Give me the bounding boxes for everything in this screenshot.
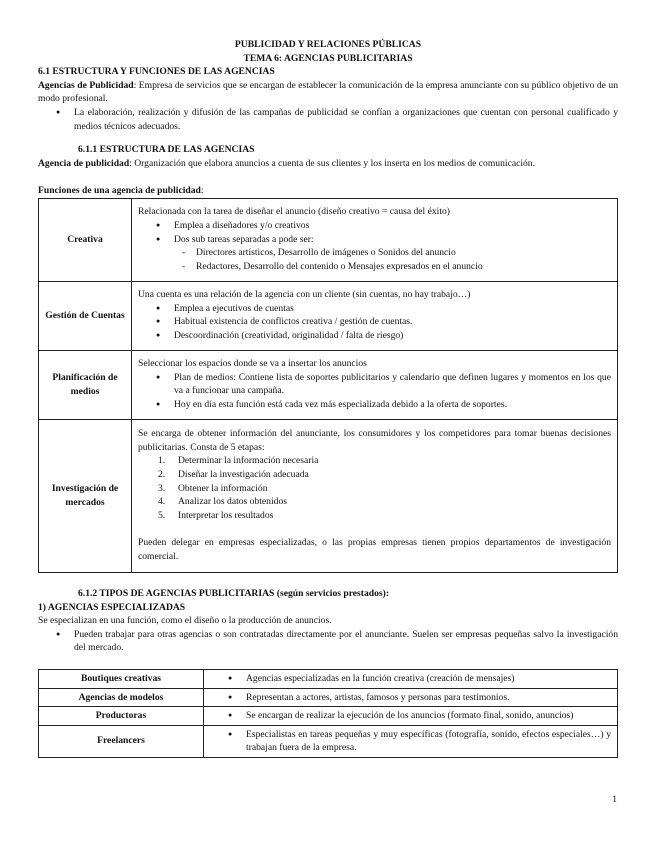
def-text: : Organización que elabora anuncios a cuenta de sus clientes y los inserta en los medios de comunicación. xyxy=(129,157,535,169)
type-label: Agencias de modelos xyxy=(39,688,204,707)
functions-heading xyxy=(38,184,618,198)
list-item: ● Plan de medios: Contiene lista de soportes publicitarios y calendario que definen lugares y momentos en los que va a funcionar una campaña. xyxy=(174,371,611,398)
step-text: Obtener la información xyxy=(178,482,268,494)
definition-term: Agencias de Publicidad xyxy=(38,79,134,91)
type-label: Freelancers xyxy=(39,725,204,757)
table-row xyxy=(39,725,618,757)
type-content xyxy=(204,669,618,688)
topic-title: TEMA 6: AGENCIAS PUBLICITARIAS xyxy=(243,52,413,64)
list-item: ● Especialistas en tareas pequeñas y muy específicas (fotografía, sonido, efectos especiales…) y trabajan fuera de la empresa. xyxy=(246,728,611,755)
step-number: 3. xyxy=(158,482,166,494)
cuentas-intro: Una cuenta es una relación de la agencia con un cliente (sin cuentas, no hay trabajo…) xyxy=(138,289,471,301)
subject-title: PUBLICIDAD Y RELACIONES PÚBLICAS xyxy=(234,39,422,50)
agencias-bullets xyxy=(38,106,618,133)
table-row xyxy=(39,198,618,281)
investigacion-outro: Pueden delegar en empresas especializadas, o las propias empresas tienen propios departamentos de investigación comercial. xyxy=(138,537,611,563)
especializadas-text: Se especializan en una función, como el diseño o la producción de anuncios. xyxy=(38,615,332,627)
type-label: Boutiques creativas xyxy=(39,669,204,688)
creativa-intro: Relacionada con la tarea de diseñar el anuncio (diseño creativo = causa del éxito) xyxy=(138,206,451,218)
list-item xyxy=(138,468,611,482)
type-content xyxy=(204,725,618,757)
type-content xyxy=(204,688,618,707)
especializadas-bullets xyxy=(38,628,618,655)
agencia-definition xyxy=(38,157,618,171)
list-item: ● Representan a actores, artistas, famosos y personas para testimonios. xyxy=(246,691,611,705)
agency-types-table xyxy=(38,669,618,758)
step-text: Interpretar los resultados xyxy=(178,509,274,521)
definition-text: : Empresa de servicios que se encargan de establecer la comunicación de la empresa anunciante con su público objetivo de un modo profesional. xyxy=(38,79,618,105)
list-item xyxy=(138,495,611,509)
functions-heading-text: Funciones de una agencia de publicidad xyxy=(38,185,201,197)
def-term: Agencia de publicidad xyxy=(38,157,130,169)
list-item: ● Emplea a ejecutivos de cuentas xyxy=(174,302,611,316)
table-row xyxy=(39,350,618,419)
agencias-definition xyxy=(38,79,618,106)
step-number: 2. xyxy=(158,469,166,481)
table-row xyxy=(39,669,618,688)
list-item: ● La elaboración, realización y difusión de las campañas de publicidad se confían a organizaciones que cuentan con personal cualificado y medios técnicos adecuados. xyxy=(74,106,618,133)
list-item: ● Hoy en día esta función está cada vez más especializada debido a la oferta de soportes. xyxy=(174,398,611,412)
list-item: ● Habitual existencia de conflictos creativa / gestión de cuentas. xyxy=(174,315,611,329)
list-item xyxy=(138,509,611,523)
step-text: Determinar la información necesaria xyxy=(178,455,319,467)
step-number: 4. xyxy=(158,496,166,508)
investigacion-intro: Se encarga de obtener información del anunciante, los consumidores y los competidores para tomar buenas decisiones publicitarias. Consta de 5 etapas: xyxy=(138,428,611,453)
functions-heading-colon: : xyxy=(200,185,204,197)
table-row xyxy=(39,707,618,726)
type-content xyxy=(204,707,618,726)
row-content-cuentas xyxy=(132,281,618,350)
row-label-creativa: Creativa xyxy=(39,198,132,281)
step-number: 5. xyxy=(158,509,166,521)
list-item: ● Se encargan de realizar la ejecución de los anuncios (formato final, sonido, anuncios) xyxy=(246,709,611,723)
step-text: Analizar los datos obtenidos xyxy=(178,496,287,508)
list-item: ● Agencias especializadas en la función creativa (creación de mensajes) xyxy=(246,672,611,686)
row-content-medios xyxy=(132,350,618,419)
table-row xyxy=(39,688,618,707)
agencias-especializadas-heading: 1) AGENCIAS ESPECIALIZADAS xyxy=(38,601,186,613)
section-6-1-heading: 6.1 ESTRUCTURA Y FUNCIONES DE LAS AGENCIAS xyxy=(38,66,275,78)
list-item: ● Emplea a diseñadores y/o creativos xyxy=(174,219,611,233)
row-label-cuentas: Gestión de Cuentas xyxy=(39,281,132,350)
page-number: 1 xyxy=(612,794,617,805)
document-page xyxy=(38,36,618,758)
step-text: Diseñar la investigación adecuada xyxy=(178,469,309,481)
row-label-medios: Planificación de medios xyxy=(39,350,132,419)
sub-list-item: - Directores artísticos, Desarrollo de imágenes o Sonidos del anuncio xyxy=(196,246,611,260)
section-6-1-1-heading: 6.1.1 ESTRUCTURA DE LAS AGENCIAS xyxy=(78,144,255,156)
table-row xyxy=(39,419,618,572)
row-content-investigacion xyxy=(132,419,618,572)
step-number: 1. xyxy=(158,455,166,467)
table-row xyxy=(39,281,618,350)
list-item: ● Dos sub tareas separadas a pode ser: xyxy=(174,233,611,247)
row-label-investigacion: Investigación de mercados xyxy=(39,419,132,572)
list-item xyxy=(138,454,611,468)
list-item xyxy=(138,482,611,496)
list-item: ● Pueden trabajar para otras agencias o son contratadas directamente por el anunciante. Suelen ser empresas pequeñas salvo la investigación del mercado. xyxy=(74,628,618,655)
list-item: ● Descoordinación (creatividad, originalidad / falta de riesgo) xyxy=(174,329,611,343)
medios-intro: Seleccionar los espacios donde se va a insertar los anuncios xyxy=(138,358,367,370)
functions-table xyxy=(38,198,618,573)
type-label: Productoras xyxy=(39,707,204,726)
section-6-1-2-heading: 6.1.2 TIPOS DE AGENCIAS PUBLICITARIAS (según servicios prestados): xyxy=(78,587,390,599)
row-content-creativa xyxy=(132,198,618,281)
sub-list-item: - Redactores, Desarrollo del contenido o Mensajes expresados en el anuncio xyxy=(196,260,611,274)
